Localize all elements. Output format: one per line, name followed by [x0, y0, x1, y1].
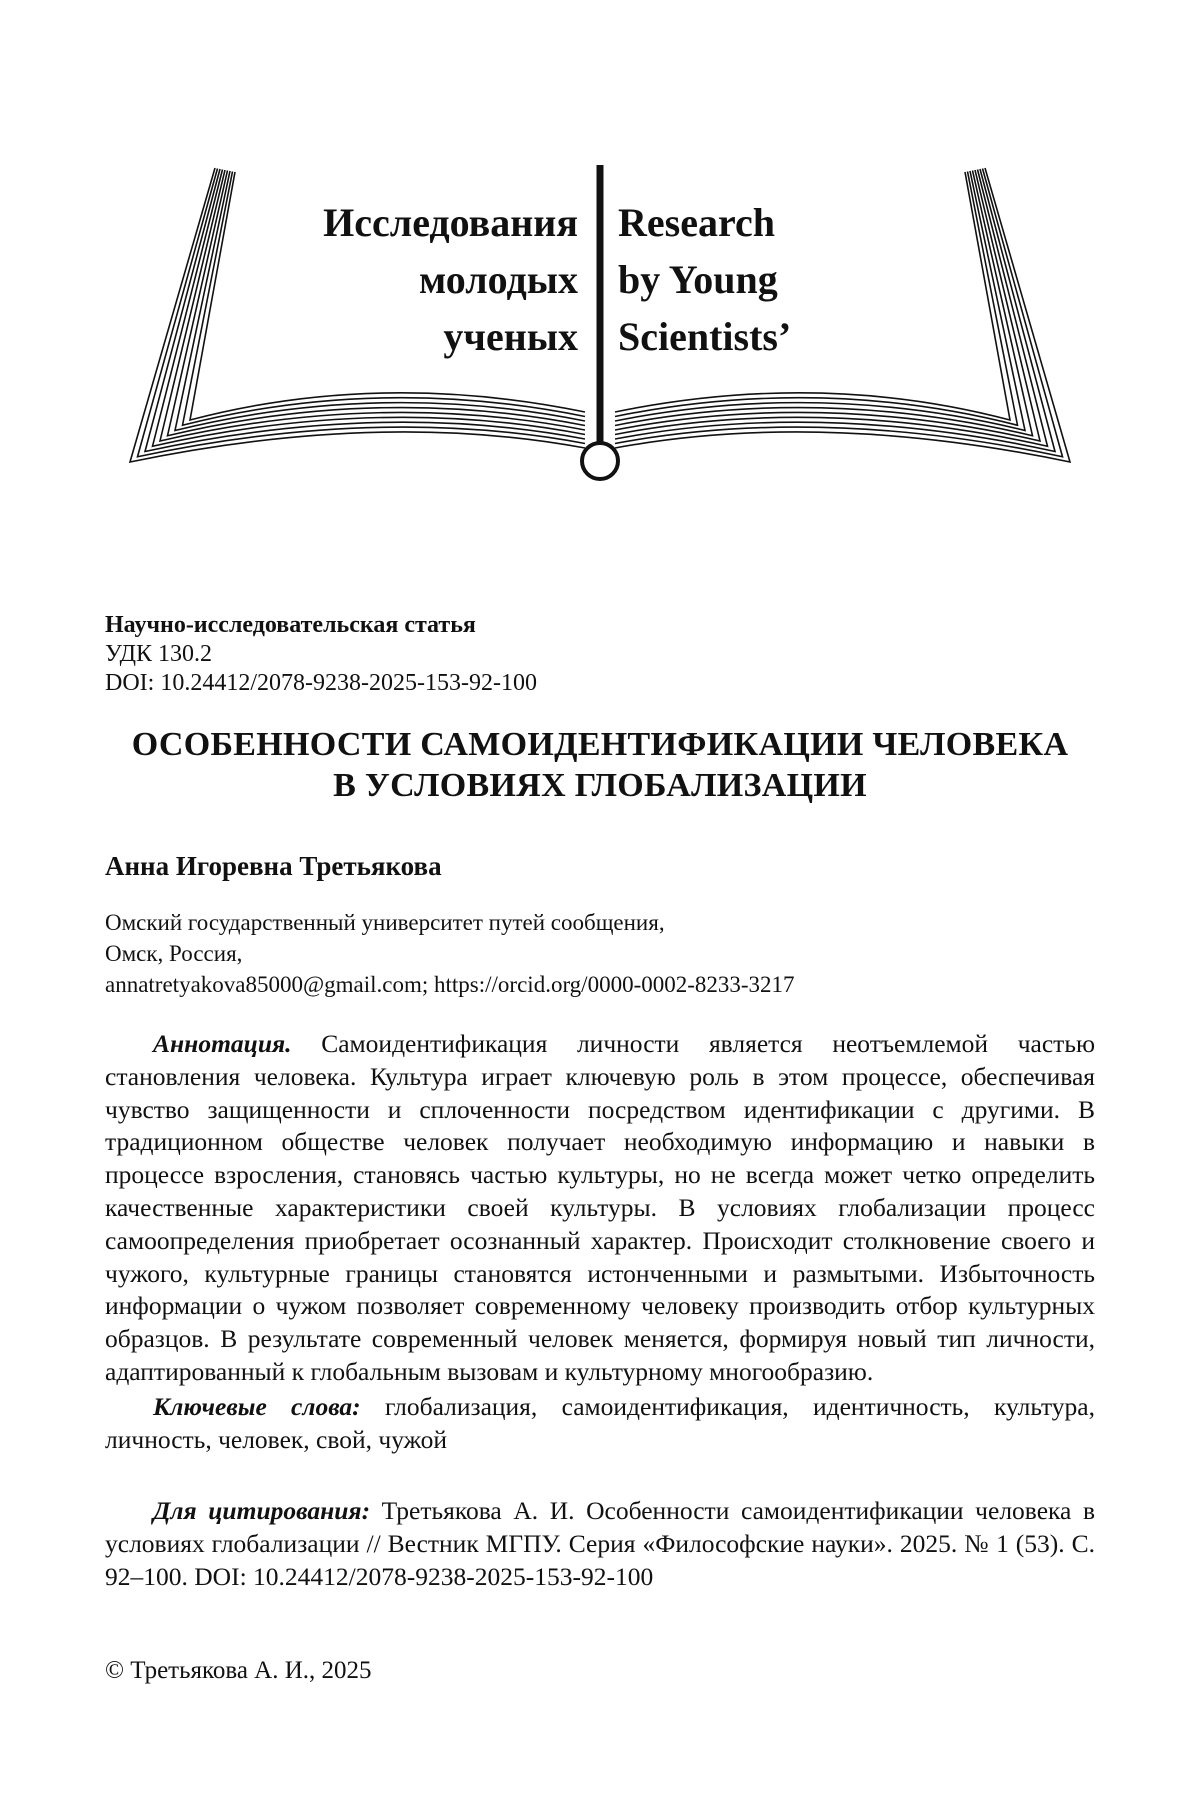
article-meta — [105, 611, 1095, 698]
svg-text:by Young: by Young — [618, 257, 778, 302]
svg-text:молодых: молодых — [419, 257, 578, 302]
keywords-label: Ключевые слова: — [153, 1392, 361, 1421]
city: Омск, Россия, — [105, 938, 1095, 969]
journal-section-logo — [0, 0, 1200, 560]
udc-code: УДК 130.2 — [105, 640, 1095, 669]
article-type: Научно-исследовательская статья — [105, 611, 1095, 640]
abstract-label: Аннотация. — [153, 1029, 292, 1058]
svg-text:Исследования: Исследования — [323, 200, 578, 245]
affiliation: Омский государственный университет путей сообщения, — [105, 907, 1095, 938]
author-affiliation — [105, 907, 1095, 1000]
author-name: Анна Игоревна Третьякова — [105, 851, 1095, 882]
svg-text:ученых: ученых — [443, 314, 578, 359]
title-line-2: В УСЛОВИЯХ ГЛОБАЛИЗАЦИИ — [105, 765, 1095, 806]
svg-text:Scientists’: Scientists’ — [618, 314, 791, 359]
section-title-ru — [323, 200, 578, 359]
citation-label: Для цитирования: — [153, 1496, 370, 1525]
doi: DOI: 10.24412/2078-9238-2025-153-92-100 — [105, 669, 1095, 698]
citation — [105, 1494, 1095, 1593]
svg-text:Research: Research — [618, 200, 775, 245]
copyright: © Третьякова А. И., 2025 — [105, 1657, 1095, 1685]
keywords-text: глобализация, самоидентификация, идентичность, культура, личность, человек, свой, чужой — [105, 1392, 1095, 1454]
article-title — [105, 724, 1095, 806]
abstract — [105, 1028, 1095, 1389]
contacts: annatretyakova85000@gmail.com; https://orcid.org/0000-0002-8233-3217 — [105, 969, 1095, 1000]
abstract-text: Самоидентификация личности является неотъемлемой частью становления человека. Культура играет ключевую роль в этом процессе, обеспечивая чувство защищенности и сплоченности посредством идентификации с другими. В традиционном обществе человек получает необходимую информацию и навыки в процессе взросления, становясь частью культуры, но не всегда может четко определить качественные характеристики своей культуры. В условиях глобализации процесс самоопределения приобретает осознанный характер. Происходит столкновение своего и чужого, культурные границы становятся истонченными и размытыми. Избыточность информации о чужом позволяет современному человеку производить отбор культурных образцов. В результате современный человек меняется, формируя новый тип личности, адаптированный к глобальным вызовам и культурному многообразию. — [105, 1029, 1095, 1386]
book-spine-knob — [582, 443, 618, 479]
section-title-en — [618, 200, 791, 359]
keywords — [105, 1390, 1095, 1456]
title-line-1: ОСОБЕННОСТИ САМОИДЕНТИФИКАЦИИ ЧЕЛОВЕКА — [105, 724, 1095, 765]
citation-text: Третьякова А. И. Особенности самоидентификации человека в условиях глобализации // Вестник МГПУ. Серия «Философские науки». 2025. № 1 (53). С. 92–100. DOI: 10.24412/2078-9238-2025-153-92-100 — [105, 1496, 1095, 1591]
